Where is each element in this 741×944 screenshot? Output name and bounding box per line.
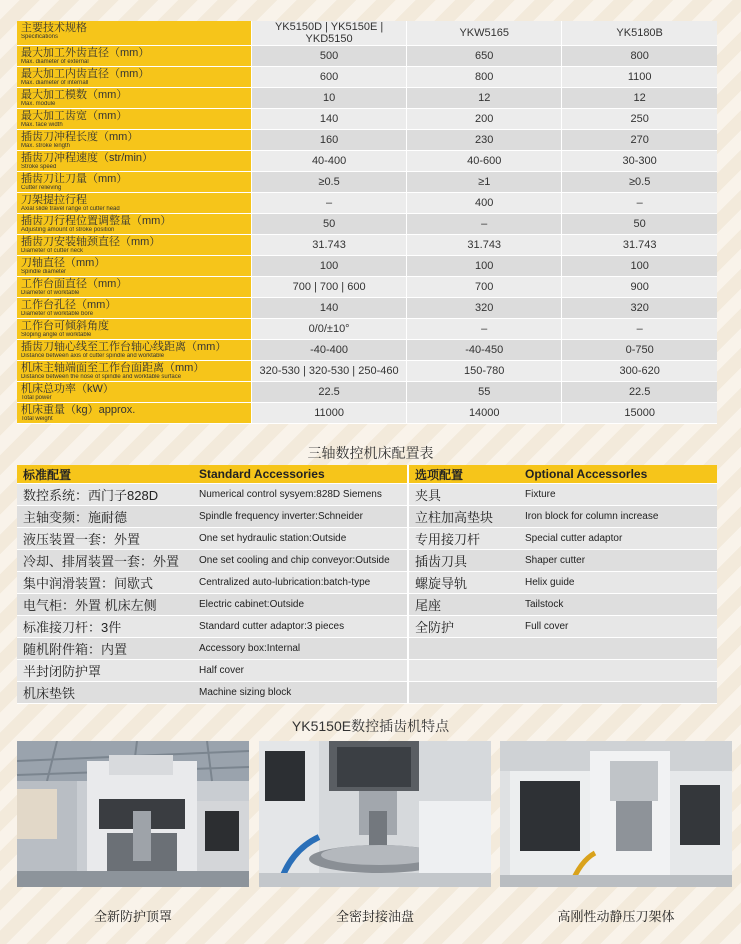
spec-value: 320 bbox=[562, 298, 717, 319]
photo-protective-top-cover bbox=[17, 741, 249, 887]
accessory-row bbox=[17, 594, 717, 616]
opt-accessory-zh: 夹具 bbox=[408, 484, 519, 506]
spec-label bbox=[17, 109, 252, 130]
spec-value: 320 bbox=[407, 298, 562, 319]
opt-accessory-zh: 专用接刀杆 bbox=[408, 528, 519, 550]
spec-value: – bbox=[252, 193, 407, 214]
spec-value: 31.743 bbox=[252, 235, 407, 256]
spec-label-zh: 最大加工齿宽（mm） bbox=[21, 110, 128, 122]
spec-row bbox=[17, 151, 717, 172]
spec-label bbox=[17, 46, 252, 67]
spec-row bbox=[17, 382, 717, 403]
spec-value: 400 bbox=[407, 193, 562, 214]
spec-value: 150-780 bbox=[407, 361, 562, 382]
opt-accessory-zh: 尾座 bbox=[408, 594, 519, 616]
spec-row bbox=[17, 46, 717, 67]
spec-label bbox=[17, 298, 252, 319]
spec-row bbox=[17, 298, 717, 319]
spec-label-en: Max. diameter of internall bbox=[21, 80, 89, 86]
spec-label-en: Diameter of worktable bore bbox=[21, 311, 94, 317]
opt-accessory-zh: 插齿刀具 bbox=[408, 550, 519, 572]
model-header: YK5180B bbox=[562, 21, 717, 46]
spec-value: – bbox=[562, 193, 717, 214]
spec-header-zh: 主要技术规格 bbox=[21, 22, 87, 34]
spec-label bbox=[17, 403, 252, 424]
spec-value: – bbox=[562, 319, 717, 340]
spec-label-en: Sloping angle of worktable bbox=[21, 332, 92, 338]
spec-value: 11000 bbox=[252, 403, 407, 424]
spec-label-zh: 最大加工模数（mm） bbox=[21, 89, 128, 101]
spec-header-row bbox=[17, 21, 717, 46]
spec-value: 50 bbox=[562, 214, 717, 235]
spec-label-zh: 插齿刀安装轴颈直径（mm） bbox=[21, 236, 161, 248]
spec-label-zh: 插齿刀轴心线至工作台轴心线距离（mm） bbox=[21, 341, 227, 353]
spec-value: 250 bbox=[562, 109, 717, 130]
spec-label-zh: 机床重量（kg）approx. bbox=[21, 404, 136, 416]
spec-value: 200 bbox=[407, 109, 562, 130]
accessories-title: 三轴数控机床配置表 bbox=[307, 445, 434, 461]
spec-value: 140 bbox=[252, 109, 407, 130]
spec-label-en: Max. module bbox=[21, 101, 56, 107]
spec-row bbox=[17, 130, 717, 151]
spec-value: 50 bbox=[252, 214, 407, 235]
spec-value: 800 bbox=[562, 46, 717, 67]
spec-label-zh: 工作台面直径（mm） bbox=[21, 278, 128, 290]
caption-2: 全密封接油盘 bbox=[335, 909, 414, 924]
accessory-row bbox=[17, 572, 717, 594]
spec-label-en: Spindle diameter bbox=[21, 269, 67, 275]
spec-label-zh: 最大加工外齿直径（mm） bbox=[21, 47, 150, 59]
opt-accessory-zh bbox=[408, 682, 519, 704]
spec-label bbox=[17, 382, 252, 403]
spec-label bbox=[17, 319, 252, 340]
opt-accessory-en: Helix guide bbox=[519, 572, 717, 594]
opt-accessory-zh bbox=[408, 638, 519, 660]
model-header: YKW5165 bbox=[407, 21, 562, 46]
spec-value: 650 bbox=[407, 46, 562, 67]
opt-accessory-en: Fixture bbox=[519, 484, 717, 506]
spec-header-label bbox=[17, 21, 252, 46]
spec-value: ≥0.5 bbox=[252, 172, 407, 193]
spec-value: 31.743 bbox=[407, 235, 562, 256]
spec-label-zh: 机床总功率（kW） bbox=[21, 383, 114, 395]
spec-row bbox=[17, 109, 717, 130]
spec-label bbox=[17, 193, 252, 214]
std-accessory-en: Centralized auto-lubrication:batch-type bbox=[193, 572, 408, 594]
accessory-row bbox=[17, 660, 717, 682]
accessory-row bbox=[17, 528, 717, 550]
std-accessory-zh: 集中润滑装置：间歇式 bbox=[17, 572, 193, 594]
spec-label-zh: 插齿刀冲程长度（mm） bbox=[21, 131, 139, 143]
spec-header-en: Specifications bbox=[21, 34, 59, 40]
spec-value: 100 bbox=[407, 256, 562, 277]
spec-row bbox=[17, 361, 717, 382]
spec-label-zh: 机床主轴端面至工作台面距离（mm） bbox=[21, 362, 205, 374]
std-accessory-en: Machine sizing block bbox=[193, 682, 408, 704]
accessories-header-row bbox=[17, 465, 717, 484]
opt-accessory-en: Iron block for column increase bbox=[519, 506, 717, 528]
opt-accessory-en bbox=[519, 638, 717, 660]
spec-value: 12 bbox=[562, 88, 717, 109]
spec-row bbox=[17, 340, 717, 361]
spec-value: 100 bbox=[562, 256, 717, 277]
spec-value: 140 bbox=[252, 298, 407, 319]
std-accessory-zh: 电气柜：外置 机床左侧 bbox=[17, 594, 193, 616]
spec-label-en: Diameter of worktable bbox=[21, 290, 80, 296]
std-accessory-en: One set hydraulic station:Outside bbox=[193, 528, 408, 550]
std-accessory-en: One set cooling and chip conveyor:Outside bbox=[193, 550, 408, 572]
spec-label bbox=[17, 214, 252, 235]
std-accessory-en: Half cover bbox=[193, 660, 408, 682]
spec-label bbox=[17, 277, 252, 298]
std-accessory-zh: 标准接刀杆：3件 bbox=[17, 616, 193, 638]
caption-1: 全新防护顶罩 bbox=[93, 909, 172, 924]
spec-label-zh: 工作台孔径（mm） bbox=[21, 299, 117, 311]
spec-label-zh: 最大加工内齿直径（mm） bbox=[21, 68, 150, 80]
spec-value: 40-400 bbox=[252, 151, 407, 172]
opt-accessory-en: Full cover bbox=[519, 616, 717, 638]
spec-table bbox=[17, 21, 717, 424]
spec-row bbox=[17, 235, 717, 256]
spec-value: 10 bbox=[252, 88, 407, 109]
opt-accessory-zh: 螺旋导轨 bbox=[408, 572, 519, 594]
spec-row bbox=[17, 172, 717, 193]
spec-value: ≥1 bbox=[407, 172, 562, 193]
std-accessory-en: Electric cabinet:Outside bbox=[193, 594, 408, 616]
std-accessory-en: Spindle frequency inverter:Schneider bbox=[193, 506, 408, 528]
spec-label-en: Max. face width bbox=[21, 122, 63, 128]
opt-accessory-en: Shaper cutter bbox=[519, 550, 717, 572]
caption-3: 高刚性动静压刀架体 bbox=[557, 909, 675, 924]
opt-accessory-en bbox=[519, 682, 717, 704]
spec-label bbox=[17, 256, 252, 277]
spec-row bbox=[17, 67, 717, 88]
opt-accessory-en: Tailstock bbox=[519, 594, 717, 616]
spec-value: 160 bbox=[252, 130, 407, 151]
std-accessory-zh: 机床垫铁 bbox=[17, 682, 193, 704]
spec-label bbox=[17, 88, 252, 109]
accessory-row bbox=[17, 506, 717, 528]
spec-label-en: Cutter relieving bbox=[21, 185, 62, 191]
spec-value: 270 bbox=[562, 130, 717, 151]
spec-value: 230 bbox=[407, 130, 562, 151]
spec-label bbox=[17, 235, 252, 256]
spec-label-en: Distance between axis of cutter spindle and worktable bbox=[21, 353, 165, 359]
spec-value: 31.743 bbox=[562, 235, 717, 256]
opt-accessory-zh: 立柱加高垫块 bbox=[408, 506, 519, 528]
spec-label-zh: 刀架提拉行程 bbox=[21, 194, 87, 206]
spec-label bbox=[17, 130, 252, 151]
spec-value: 12 bbox=[407, 88, 562, 109]
spec-value: 900 bbox=[562, 277, 717, 298]
model-header: YK5150D | YK5150E | YKD5150 bbox=[252, 21, 407, 46]
std-accessory-zh: 数控系统：西门子828D bbox=[17, 484, 193, 506]
spec-label bbox=[17, 361, 252, 382]
spec-label-zh: 插齿刀冲程速度（str/min） bbox=[21, 152, 153, 164]
opt-header-zh: 选项配置 bbox=[408, 465, 519, 484]
std-accessory-zh: 半封闭防护罩 bbox=[17, 660, 193, 682]
opt-accessory-en bbox=[519, 660, 717, 682]
spec-label-en: Diameter of cutter neck bbox=[21, 248, 84, 254]
accessory-row bbox=[17, 616, 717, 638]
spec-value: 1100 bbox=[562, 67, 717, 88]
photo-sealed-oil-pan bbox=[259, 741, 491, 887]
spec-value: 15000 bbox=[562, 403, 717, 424]
spec-value: 700 bbox=[407, 277, 562, 298]
spec-label-zh: 工作台可倾斜角度 bbox=[21, 320, 109, 332]
spec-label bbox=[17, 151, 252, 172]
spec-value: 0/0/±10° bbox=[252, 319, 407, 340]
accessory-row bbox=[17, 638, 717, 660]
spec-value: – bbox=[407, 319, 562, 340]
spec-value: ≥0.5 bbox=[562, 172, 717, 193]
spec-label bbox=[17, 67, 252, 88]
std-header-zh: 标准配置 bbox=[17, 465, 193, 484]
spec-value: 300-620 bbox=[562, 361, 717, 382]
std-accessory-zh: 冷却、排屑装置一套：外置 bbox=[17, 550, 193, 572]
photo-cutter-head-body bbox=[500, 741, 732, 887]
spec-row bbox=[17, 88, 717, 109]
spec-label-en: Axial slide travel range of cutter head bbox=[21, 206, 120, 212]
spec-label-zh: 插齿刀行程位置调整量（mm） bbox=[21, 215, 172, 227]
std-accessory-en: Numerical control sysyem:828D Siemens bbox=[193, 484, 408, 506]
spec-value: 22.5 bbox=[562, 382, 717, 403]
std-accessory-zh: 主轴变频：施耐德 bbox=[17, 506, 193, 528]
spec-value: 100 bbox=[252, 256, 407, 277]
spec-label-en: Adjusting amount of stroke position bbox=[21, 227, 115, 233]
spec-value: 500 bbox=[252, 46, 407, 67]
opt-header-en: Optional Accessorles bbox=[519, 465, 717, 484]
accessories-table bbox=[17, 465, 717, 704]
spec-value: -40-450 bbox=[407, 340, 562, 361]
spec-label bbox=[17, 172, 252, 193]
std-accessory-zh: 液压装置一套：外置 bbox=[17, 528, 193, 550]
spec-row bbox=[17, 403, 717, 424]
spec-value: 55 bbox=[407, 382, 562, 403]
spec-value: – bbox=[407, 214, 562, 235]
spec-label-en: Max. diameter of external bbox=[21, 59, 89, 65]
opt-accessory-zh: 全防护 bbox=[408, 616, 519, 638]
spec-value: 700 | 700 | 600 bbox=[252, 277, 407, 298]
spec-value: 30-300 bbox=[562, 151, 717, 172]
std-header-en: Standard Accessories bbox=[193, 465, 408, 484]
spec-label bbox=[17, 340, 252, 361]
spec-label-en: Max. stroke length bbox=[21, 143, 71, 149]
spec-value: 800 bbox=[407, 67, 562, 88]
spec-label-en: Total power bbox=[21, 395, 52, 401]
spec-row bbox=[17, 277, 717, 298]
spec-value: 600 bbox=[252, 67, 407, 88]
spec-row bbox=[17, 193, 717, 214]
opt-accessory-zh bbox=[408, 660, 519, 682]
accessory-row bbox=[17, 682, 717, 704]
spec-label-en: Distance between the nose of spindle and worktable surface bbox=[21, 374, 182, 380]
accessory-row bbox=[17, 550, 717, 572]
spec-value: 320-530 | 320-530 | 250-460 bbox=[252, 361, 407, 382]
features-title: YK5150E数控插齿机特点 bbox=[291, 718, 450, 734]
std-accessory-zh: 随机附件箱：内置 bbox=[17, 638, 193, 660]
spec-value: 0-750 bbox=[562, 340, 717, 361]
spec-label-zh: 插齿刀让刀量（mm） bbox=[21, 173, 128, 185]
spec-label-en: Total weight bbox=[21, 416, 53, 422]
spec-value: 14000 bbox=[407, 403, 562, 424]
spec-row bbox=[17, 319, 717, 340]
spec-row bbox=[17, 256, 717, 277]
std-accessory-en: Accessory box:Internal bbox=[193, 638, 408, 660]
spec-row bbox=[17, 214, 717, 235]
accessory-row bbox=[17, 484, 717, 506]
opt-accessory-en: Special cutter adaptor bbox=[519, 528, 717, 550]
spec-label-zh: 刀轴直径（mm） bbox=[21, 257, 106, 269]
spec-value: -40-400 bbox=[252, 340, 407, 361]
spec-value: 22.5 bbox=[252, 382, 407, 403]
spec-value: 40-600 bbox=[407, 151, 562, 172]
std-accessory-en: Standard cutter adaptor:3 pieces bbox=[193, 616, 408, 638]
spec-label-en: Stroke speed bbox=[21, 164, 57, 170]
